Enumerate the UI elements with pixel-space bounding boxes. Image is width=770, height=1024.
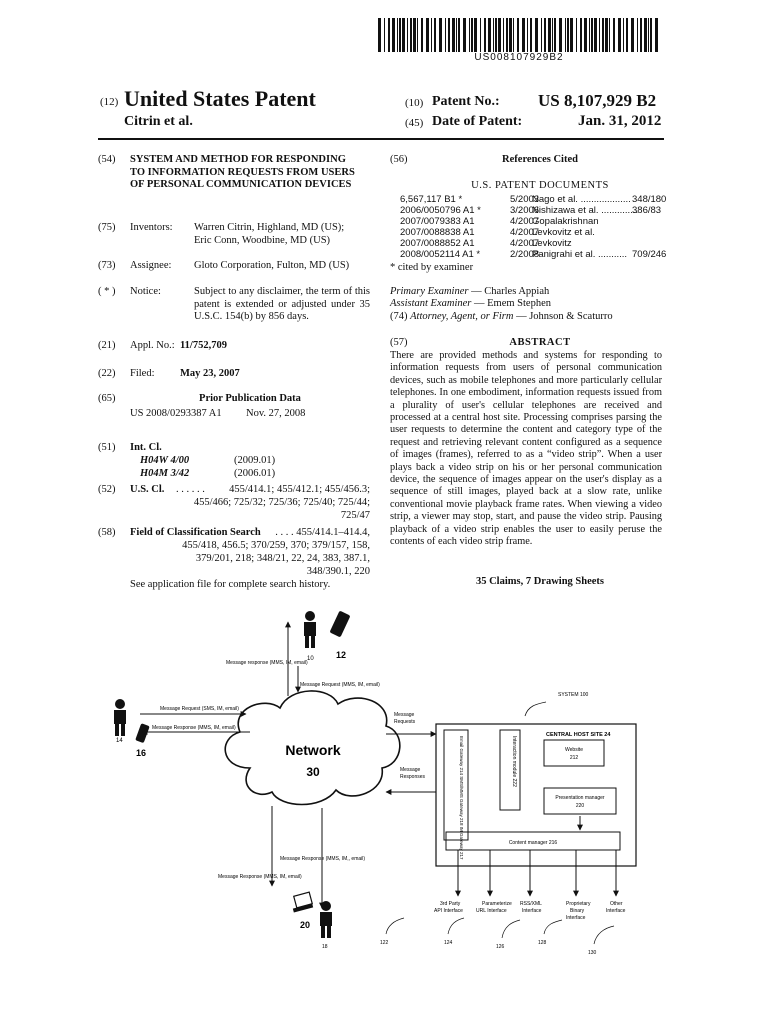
intcl-2-ver: (2006.01) (234, 468, 276, 479)
ref-122: 122 (380, 940, 389, 946)
system-diagram (100, 608, 660, 1008)
leader-124 (448, 918, 464, 934)
reference-row (396, 216, 662, 227)
network-number: 30 (306, 765, 320, 779)
refs-num: (56) (390, 154, 408, 165)
appl-value: 11/752,709 (180, 340, 227, 351)
uscl-line-2: 455/466; 725/32; 725/36; 725/40; 725/44; (193, 497, 370, 508)
msg-response-left: Message Response (MMS, IM, email) (152, 725, 236, 731)
mobile-phone-left-icon (135, 723, 150, 743)
assistant-examiner-value: — Emem Stephen (474, 298, 551, 309)
msg-response-top: Message response (MMS, IM, email) (226, 660, 308, 666)
msg-requests-right-1: Message (394, 712, 415, 718)
reference-num: 6,567,117 B1 * (400, 194, 463, 205)
laptop-icon (293, 892, 313, 912)
iface-1-line-2: API Interface (434, 908, 463, 914)
patent-no-label: Patent No.: (432, 94, 500, 109)
filed-label: Filed: (130, 368, 155, 379)
reference-name: Nishizawa et al. .............. (532, 205, 639, 216)
abstract-text: There are provided methods and systems for responding to information requests from users of personal communication devices, such as mobile telephones and more particularly cellular telephones. In one embodiment, information requests issued from a plurality of user's cellular telephones are received and processed at a central host site. Processing comprises parsing the user requests to determine the content and category type of the request and retrieving relevant content configured as a sequence of images (frames), referred to as a “video strip”. When a user plays back a video strip on his or her personal communication device, the sequence of images appear on the user's display as a sequence of still images, played back at a slow rate, unlike conventional movie playback frame rates. When viewing a video strip, a viewer may stop, start, and pause the video strip. Pausing playback of a video strip enables the user to easily peruse the contents of each video strip frame. (390, 350, 662, 548)
date-label: Date of Patent: (432, 114, 523, 129)
presentation-manager-label: Presentation manager (555, 795, 605, 801)
interaction-module-text: Interaction module 222 (511, 736, 517, 787)
field-line-3: 379/201, 218; 348/21, 22, 24, 383, 387.1, (195, 553, 370, 564)
iface-3-line-2: Interface (522, 908, 542, 914)
patent-no-tag: (10) (405, 97, 424, 109)
date-value: Jan. 31, 2012 (578, 113, 662, 129)
reference-name: Nago et al. ................... (532, 194, 631, 205)
abstract-heading: ABSTRACT (509, 337, 571, 348)
barcode (378, 18, 660, 52)
msg-request-top: Message Request (MMS, IM, email) (300, 682, 380, 688)
notice-label: Notice: (130, 286, 161, 297)
reference-date: 4/2007 (510, 216, 540, 227)
attorney-value: — Johnson & Scaturro (516, 311, 613, 322)
reference-cls: 348/180 (632, 194, 667, 205)
ref-128: 128 (538, 940, 547, 946)
primary-examiner-label: Primary Examiner (390, 286, 469, 297)
attorney-num: (74) (390, 311, 408, 322)
intcl-1-code: H04W 4/00 (140, 455, 190, 466)
iface-5-line-1: Other (610, 901, 623, 907)
intcl-2-code: H04M 3/42 (140, 468, 190, 479)
reference-date: 5/2003 (510, 194, 540, 205)
reference-name: Panigrahi et al. ........... (532, 249, 628, 260)
intcl-1-ver: (2009.01) (234, 455, 276, 466)
label-16: 16 (136, 748, 147, 758)
iface-2-line-2: URL Interface (476, 908, 507, 914)
uscl-line-3: 725/47 (340, 510, 370, 521)
refs-heading: References Cited (502, 154, 578, 165)
website-box (544, 740, 604, 766)
appl-label: Appl. No.: (130, 340, 175, 351)
field-note: See application file for complete search history. (130, 579, 331, 590)
attorney-label: Attorney, Agent, or Firm (410, 311, 514, 322)
cited-note: * cited by examiner (390, 262, 474, 273)
website-label: Website (565, 747, 583, 753)
field-line-2: 455/418, 456.5; 370/259, 370; 379/157, 158, (182, 540, 370, 551)
uscl-line-1: 455/414.1; 455/412.1; 455/456.3; (229, 484, 370, 495)
system-leader (525, 702, 546, 716)
iface-3-line-1: RSS/XML (520, 901, 542, 907)
leader-122 (386, 918, 404, 934)
reference-row (396, 249, 667, 260)
uscl-num: (52) (98, 484, 116, 495)
reference-num: 2007/0088838 A1 (400, 227, 475, 238)
reference-name: Levkovitz (532, 238, 572, 249)
msg-responses-right-1: Message (400, 767, 421, 773)
field-label: Field of Classification Search (130, 527, 261, 538)
ref-126: 126 (496, 944, 505, 950)
reference-name: Levkovitz et al. (532, 227, 595, 238)
abstract-num: (57) (390, 337, 408, 348)
iface-5-line-2: Interface (606, 908, 626, 914)
reference-row (396, 227, 662, 238)
inventors-label: Inventors: (130, 222, 173, 233)
system-label: SYSTEM 100 (558, 692, 589, 698)
barcode-number: US008107929B2 (474, 52, 564, 63)
refs-subheading: U.S. PATENT DOCUMENTS (471, 180, 609, 191)
presentation-manager-number: 220 (575, 803, 585, 809)
notice-text: Subject to any disclaimer, the term of this patent is extended or adjusted under 35 U.S.C. 154(b) by 856 days. (194, 286, 370, 322)
assistant-examiner (390, 298, 551, 311)
assignee-value: Gloto Corporation, Fulton, MD (US) (194, 260, 350, 271)
patent-heading: United States Patent (124, 86, 316, 111)
date-tag: (45) (405, 117, 424, 129)
inventor-1: Warren Citrin, Highland, MD (US); (194, 222, 345, 233)
label-12: 12 (336, 650, 347, 660)
host-site-label: CENTRAL HOST SITE 24 (546, 732, 611, 738)
iface-1-line-1: 3rd Party (440, 901, 461, 907)
attorney (390, 311, 613, 324)
reference-date: 4/2007 (510, 227, 540, 238)
prior-num: (65) (98, 393, 116, 404)
inventors-num: (75) (98, 222, 116, 233)
notice-num: ( * ) (98, 286, 116, 297)
leader-130 (594, 926, 614, 944)
reference-row (396, 238, 662, 249)
field-line-1: . . . . 455/414.1–414.4, (275, 527, 370, 538)
user-left-icon (114, 699, 126, 736)
label-18: 18 (322, 944, 328, 950)
prior-pub: US 2008/0293387 A1 (130, 408, 222, 419)
reference-num: 2007/0079383 A1 (400, 216, 475, 227)
header-rule (98, 138, 664, 140)
msg-requests-right-2: Requests (394, 719, 416, 725)
user-top-icon (304, 611, 316, 648)
assistant-examiner-label: Assistant Examiner (390, 298, 472, 309)
reference-num: 2006/0050796 A1 * (400, 205, 481, 216)
field-num: (58) (98, 527, 116, 538)
reference-cls: 709/246 (632, 249, 667, 260)
prior-date: Nov. 27, 2008 (246, 408, 306, 419)
reference-num: 2007/0088852 A1 (400, 238, 475, 249)
label-14: 14 (116, 738, 123, 744)
iface-2-line-1: Parameterize (482, 901, 512, 907)
title-num: (54) (98, 154, 116, 165)
reference-name: Gopalakrishnan (532, 216, 599, 227)
intcl-num: (51) (98, 442, 116, 453)
iface-4-line-3: Interface (566, 915, 586, 921)
inventor-2: Eric Conn, Woodbine, MD (US) (194, 235, 331, 246)
filed-value: May 23, 2007 (180, 368, 240, 379)
msg-request-left: Message Request (SMS, IM, email) (160, 706, 239, 712)
network-label: Network (285, 742, 341, 758)
primary-examiner (390, 286, 549, 299)
user-bottom-icon (320, 901, 332, 938)
uscl-label: U.S. Cl. (130, 484, 165, 495)
reference-row (396, 205, 662, 216)
reference-date: 3/2006 (510, 205, 540, 216)
website-number: 212 (569, 755, 579, 761)
gateways-text: Email Gateway 214 SMS/MMS Gateway 218 IM Gateway 217 (459, 736, 464, 860)
iface-4-line-1: Proprietary (566, 901, 591, 907)
reference-date: 4/2007 (510, 238, 540, 249)
leader-128 (544, 920, 562, 934)
assignee-label: Assignee: (130, 260, 172, 271)
claims-summary: 35 Claims, 7 Drawing Sheets (475, 576, 605, 587)
msg-responses-right-2: Responses (400, 774, 426, 780)
reference-cls: 386/83 (632, 205, 662, 216)
label-10: 10 (307, 656, 314, 662)
primary-examiner-value: — Charles Appiah (471, 286, 550, 297)
patent-no-value: US 8,107,929 B2 (538, 91, 657, 110)
invention-title: SYSTEM AND METHOD FOR RESPONDING TO INFORMATION REQUESTS FROM USERS OF PERSONAL COMMUNICATION DEVICES (130, 154, 355, 190)
label-20: 20 (300, 920, 311, 930)
ref-124: 124 (444, 940, 453, 946)
uscl-dots: . . . . . . (176, 484, 205, 495)
msg-response-bottom-1: Message Response (MMS, IM,, email) (280, 856, 366, 862)
reference-num: 2008/0052114 A1 * (400, 249, 481, 260)
inventors-short: Citrin et al. (124, 114, 193, 129)
msg-response-bottom-2: Message Response (MMS, IM, email) (218, 874, 302, 880)
assignee-num: (73) (98, 260, 116, 271)
leader-126 (502, 920, 520, 938)
reference-date: 2/2008 (510, 249, 540, 260)
mobile-phone-top-icon (329, 611, 350, 638)
left-column (98, 150, 370, 600)
content-manager-label: Content manager 216 (508, 840, 558, 846)
appl-num: (21) (98, 340, 116, 351)
field-line-4: 348/390.1, 220 (306, 566, 370, 577)
country-tag: (12) (100, 96, 119, 108)
iface-4-line-2: Binary (570, 908, 585, 914)
intcl-label: Int. Cl. (130, 442, 162, 453)
reference-row (396, 194, 667, 205)
prior-heading: Prior Publication Data (199, 393, 301, 404)
ref-130: 130 (588, 950, 597, 956)
filed-num: (22) (98, 368, 116, 379)
presentation-manager-box (544, 788, 616, 814)
